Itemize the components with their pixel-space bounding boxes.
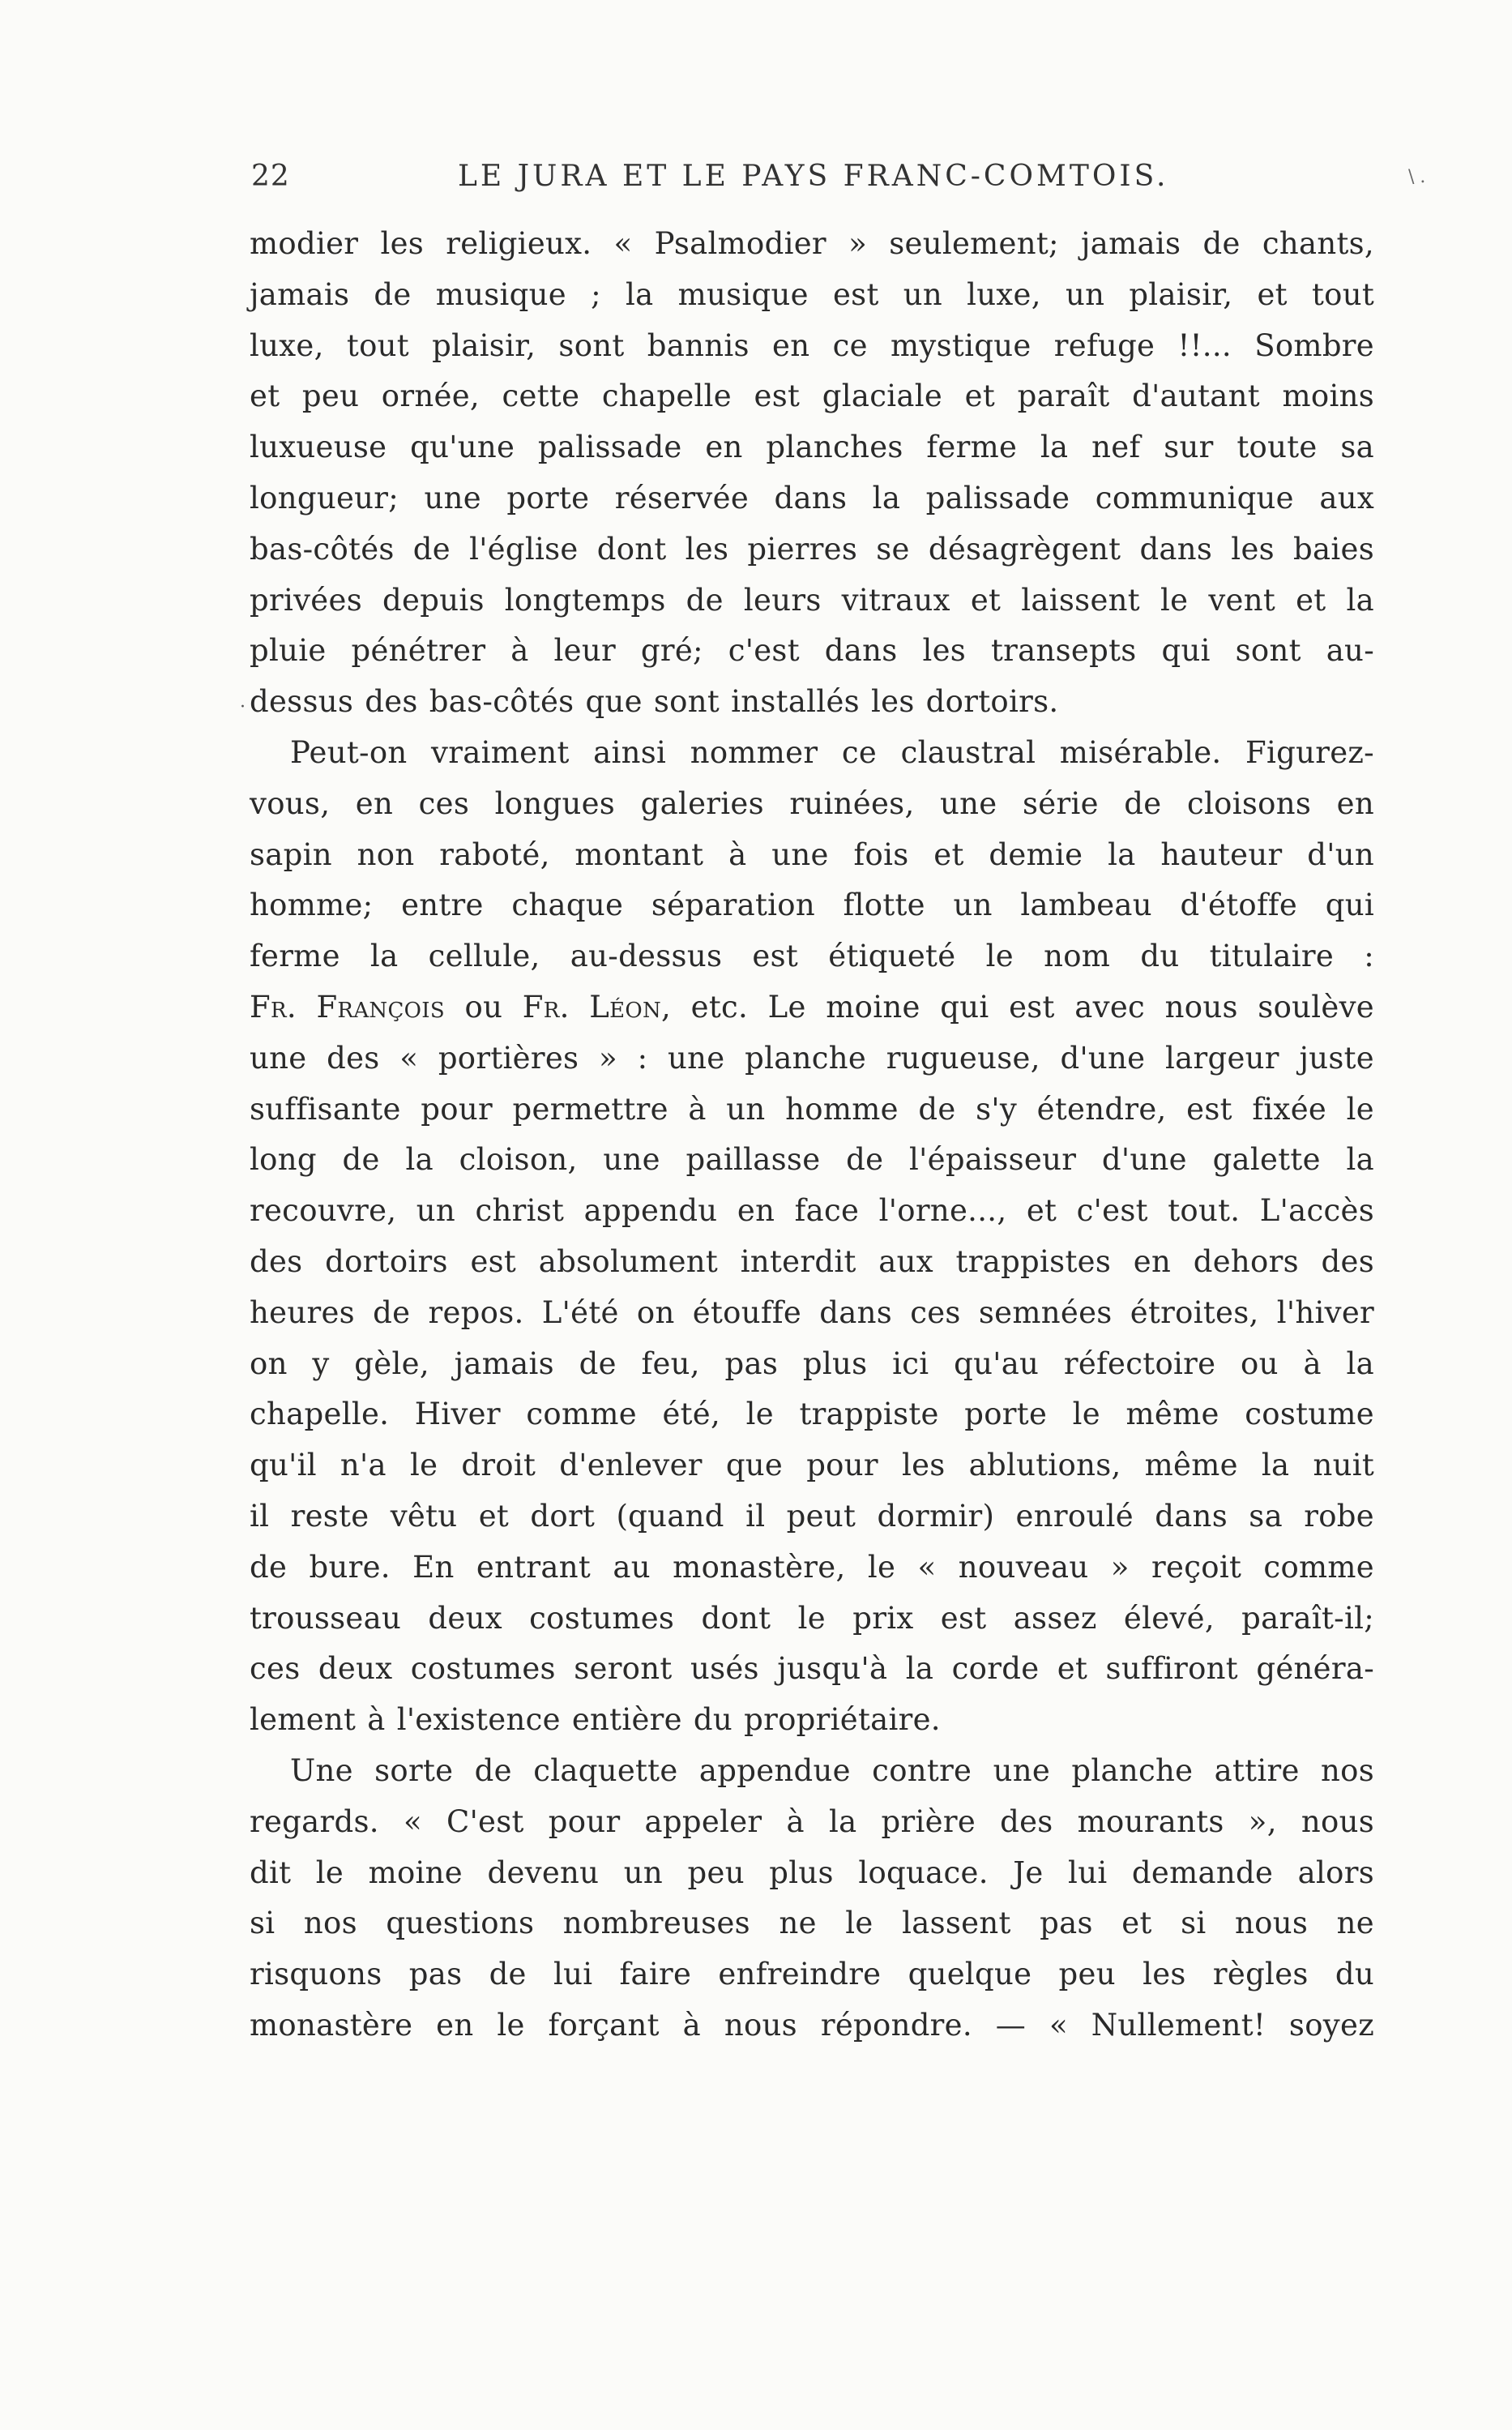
text-line: bas-côtés de l'église dont les pierres se désagrègent dans les baies [250,531,1374,567]
paragraph-start-line: Peut-on vraiment ainsi nommer ce claustral misérable. Figurez- [290,734,1374,770]
text-line: si nos questions nombreuses ne le lassent pas et si nous ne [250,1906,1374,1941]
text-line: il reste vêtu et dort (quand il peut dormir) enroulé dans sa robe [250,1498,1374,1534]
text-line: longueur; une porte réservée dans la palissade communique aux [250,480,1374,516]
text-line: heures de repos. L'été on étouffe dans ces semnées étroites, l'hiver [250,1294,1374,1330]
name-francois: Fr. François [250,989,445,1025]
text-line: des dortoirs est absolument interdit aux trappistes en dehors des [250,1243,1374,1279]
text-line: ferme la cellule, au-dessus est étiqueté le nom du titulaire : [250,939,1374,974]
running-title: LE JURA ET LE PAYS FRANC-COMTOIS. [458,160,1169,193]
text-line: regards. « C'est pour appeler à la prière des mourants », nous [250,1803,1374,1839]
text-line: chapelle. Hiver comme été, le trappiste porte le même costume [250,1397,1374,1432]
text-line: homme; entre chaque séparation flotte un lambeau d'étoffe qui [250,888,1374,923]
text-line: recouvre, un christ appendu en face l'orne..., et c'est tout. L'accès [250,1193,1374,1229]
text-line: qu'il n'a le droit d'enlever que pour les ablutions, même la nuit [250,1448,1374,1483]
text-line: on y gèle, jamais de feu, pas plus ici qu'au réfectoire ou à la [250,1345,1374,1381]
text-line: privées depuis longtemps de leurs vitraux et laissent le vent et la [250,582,1374,618]
text-line: trousseau deux costumes dont le prix est assez élevé, paraît-il; [250,1600,1374,1636]
text-line: modier les religieux. « Psalmodier » seulement; jamais de chants, [250,226,1374,261]
text-line: de bure. En entrant au monastère, le « nouveau » reçoit comme [250,1549,1374,1585]
name-leon: Fr. Léon [522,989,662,1025]
margin-dot: · [240,697,246,717]
text-line: une des « portières » : une planche rugueuse, d'une largeur juste [250,1040,1374,1076]
text-line: lement à l'existence entière du propriétaire. [250,1702,941,1738]
text-line: sapin non raboté, montant à une fois et demie la hauteur d'un [250,836,1374,872]
text-line: ces deux costumes seront usés jusqu'à la corde et suffiront généra- [250,1651,1374,1687]
text-line: risquons pas de lui faire enfreindre quelque peu les règles du [250,1957,1374,1992]
body-text [250,219,1374,2051]
text-line: suffisante pour permettre à un homme de s'y étendre, est fixée le [250,1091,1374,1127]
connector: ou [444,989,523,1025]
text-line-names [250,982,1374,1033]
margin-mark: \ . [1408,167,1426,187]
text-line: jamais de musique ; la musique est un luxe, un plaisir, et tout [250,276,1374,312]
line-rest: , etc. Le moine qui est avec nous soulève [661,989,1375,1025]
text-line: dessus des bas-côtés que sont installés les dortoirs. [250,684,1059,720]
text-line: long de la cloison, une paillasse de l'épaisseur d'une galette la [250,1142,1374,1178]
text-line: vous, en ces longues galeries ruinées, une série de cloisons en [250,785,1374,821]
page-number: 22 [251,160,290,193]
text-line: luxueuse qu'une palissade en planches ferme la nef sur toute sa [250,430,1374,465]
text-line: pluie pénétrer à leur gré; c'est dans les transepts qui sont au- [250,633,1374,669]
paragraph-start-line: Une sorte de claquette appendue contre une planche attire nos [290,1752,1374,1788]
text-line: dit le moine devenu un peu plus loquace. Je lui demande alors [250,1855,1374,1890]
text-line: luxe, tout plaisir, sont bannis en ce mystique refuge !!... Sombre [250,327,1374,363]
text-line: et peu ornée, cette chapelle est glaciale et paraît d'autant moins [250,379,1374,414]
text-line: monastère en le forçant à nous répondre. — « Nullement! soyez [250,2007,1374,2043]
